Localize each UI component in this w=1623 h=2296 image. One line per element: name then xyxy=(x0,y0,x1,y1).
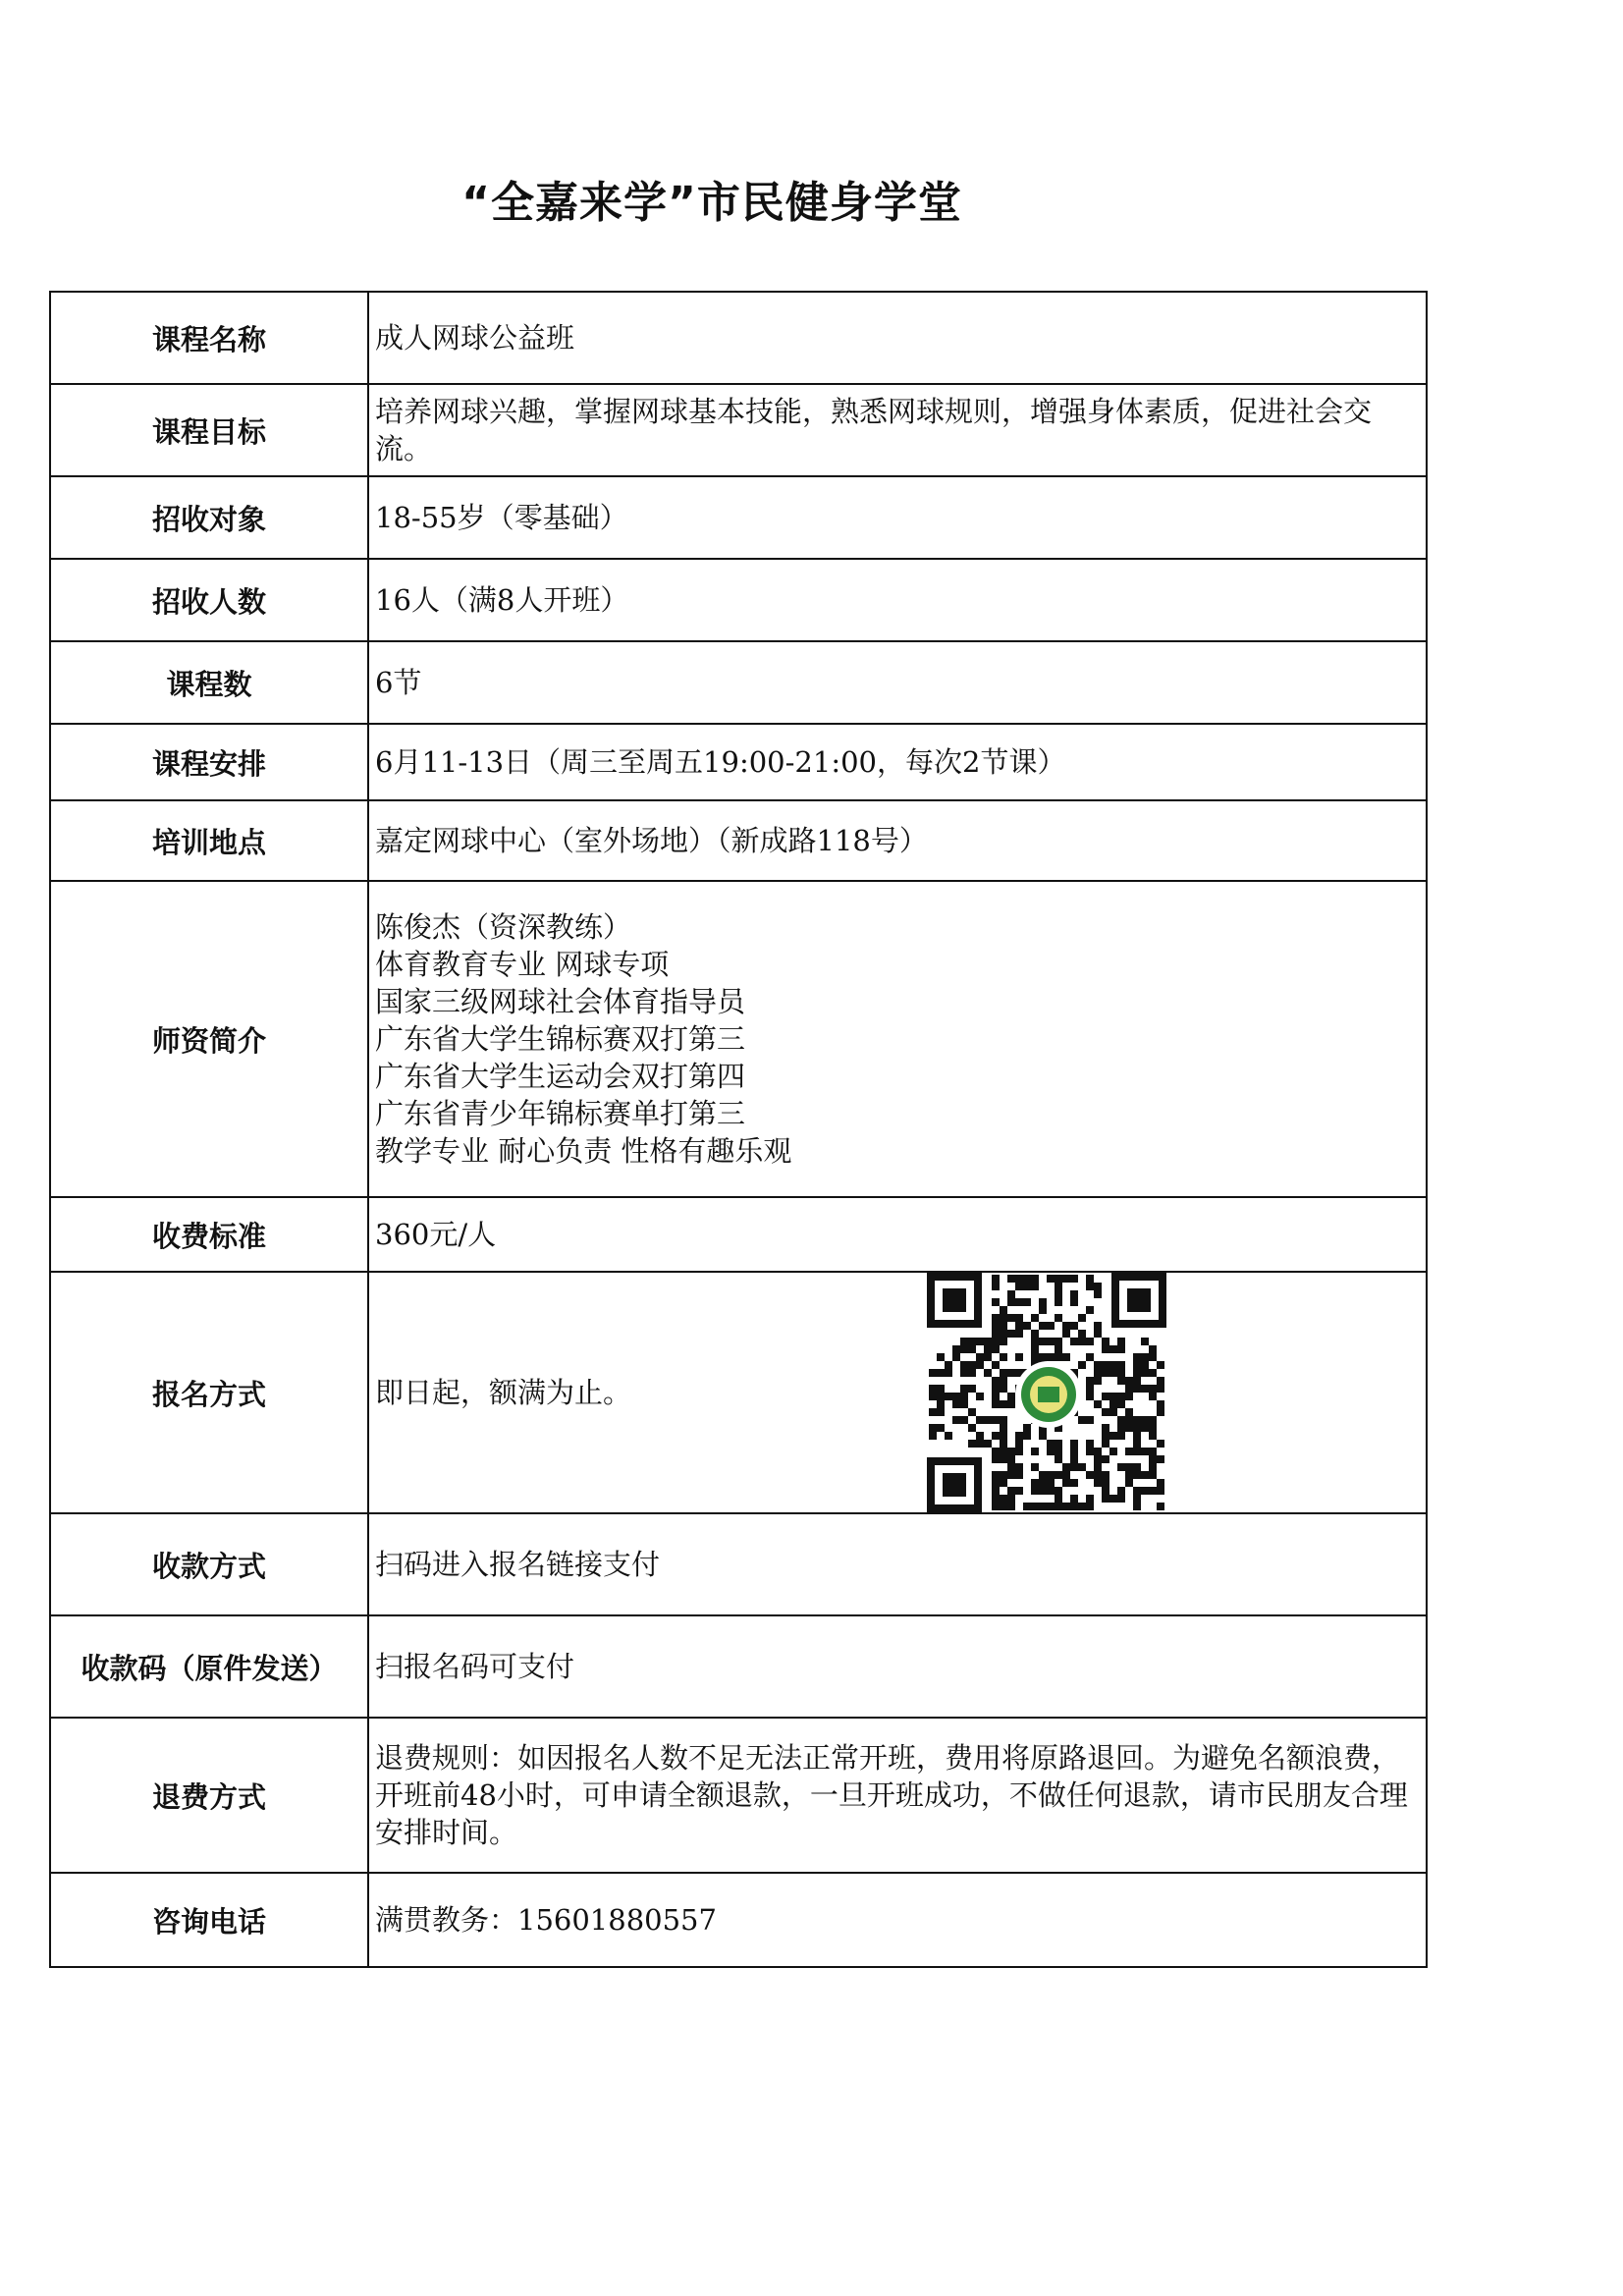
row-value-enrollment: 16人（满8人开班） xyxy=(368,559,1427,641)
row-label-lesson-count: 课程数 xyxy=(50,641,368,724)
instructor-line: 广东省青少年锦标赛单打第三 xyxy=(375,1097,746,1130)
table-row xyxy=(50,800,1427,881)
row-label-payment-code: 收款码（原件发送） xyxy=(50,1615,368,1718)
row-label-signup: 报名方式 xyxy=(50,1272,368,1513)
row-label-location: 培训地点 xyxy=(50,800,368,881)
signup-text: 即日起，额满为止。 xyxy=(375,1376,632,1409)
row-value-refund: 退费规则：如因报名人数不足无法正常开班，费用将原路退回。为避免名额浪费，开班前48小时，可申请全额退款，一旦开班成功，不做任何退款，请市民朋友合理安排时间。 xyxy=(368,1718,1427,1873)
row-value-payment-code: 扫报名码可支付 xyxy=(368,1615,1427,1718)
table-row xyxy=(50,881,1427,1197)
row-value-contact: 满贯教务：15601880557 xyxy=(368,1873,1427,1967)
row-label-course-name: 课程名称 xyxy=(50,292,368,384)
instructor-line: 国家三级网球社会体育指导员 xyxy=(375,985,746,1018)
row-label-instructor: 师资简介 xyxy=(50,881,368,1197)
instructor-line: 广东省大学生运动会双打第四 xyxy=(375,1060,746,1093)
table-row xyxy=(50,1873,1427,1967)
row-value-payment-method: 扫码进入报名链接支付 xyxy=(368,1513,1427,1615)
row-label-fee: 收费标准 xyxy=(50,1197,368,1272)
instructor-line: 陈俊杰（资深教练） xyxy=(375,910,632,944)
instructor-line: 体育教育专业 网球专项 xyxy=(375,948,670,981)
page-title: “全嘉来学”市民健身学堂 xyxy=(461,178,962,228)
row-value-signup xyxy=(368,1272,1427,1513)
row-label-target-group: 招收对象 xyxy=(50,476,368,559)
row-label-schedule: 课程安排 xyxy=(50,724,368,800)
row-value-course-name: 成人网球公益班 xyxy=(368,292,1427,384)
instructor-line: 教学专业 耐心负责 性格有趣乐观 xyxy=(375,1134,792,1168)
row-value-instructor xyxy=(368,881,1427,1197)
instructor-line: 广东省大学生锦标赛双打第三 xyxy=(375,1022,746,1056)
row-label-enrollment: 招收人数 xyxy=(50,559,368,641)
table-row xyxy=(50,641,1427,724)
table-row xyxy=(50,724,1427,800)
row-value-target-group: 18-55岁（零基础） xyxy=(368,476,1427,559)
table-row xyxy=(50,384,1427,476)
table-row xyxy=(50,476,1427,559)
row-value-schedule: 6月11-13日（周三至周五19:00-21:00，每次2节课） xyxy=(368,724,1427,800)
row-value-location: 嘉定网球中心（室外场地）（新成路118号） xyxy=(368,800,1427,881)
table-row xyxy=(50,1272,1427,1513)
table-row xyxy=(50,1513,1427,1615)
table-row xyxy=(50,1197,1427,1272)
table-row xyxy=(50,292,1427,384)
row-label-course-goal: 课程目标 xyxy=(50,384,368,476)
table-row xyxy=(50,1718,1427,1873)
row-label-contact: 咨询电话 xyxy=(50,1873,368,1967)
row-label-payment-method: 收款方式 xyxy=(50,1513,368,1615)
row-value-lesson-count: 6节 xyxy=(368,641,1427,724)
row-label-refund: 退费方式 xyxy=(50,1718,368,1873)
table-row xyxy=(50,559,1427,641)
table-row xyxy=(50,1615,1427,1718)
qr-code-icon[interactable] xyxy=(927,1273,1166,1512)
row-value-fee: 360元/人 xyxy=(368,1197,1427,1272)
course-info-table xyxy=(49,291,1428,1968)
row-value-course-goal: 培养网球兴趣，掌握网球基本技能，熟悉网球规则，增强身体素质，促进社会交流。 xyxy=(368,384,1427,476)
